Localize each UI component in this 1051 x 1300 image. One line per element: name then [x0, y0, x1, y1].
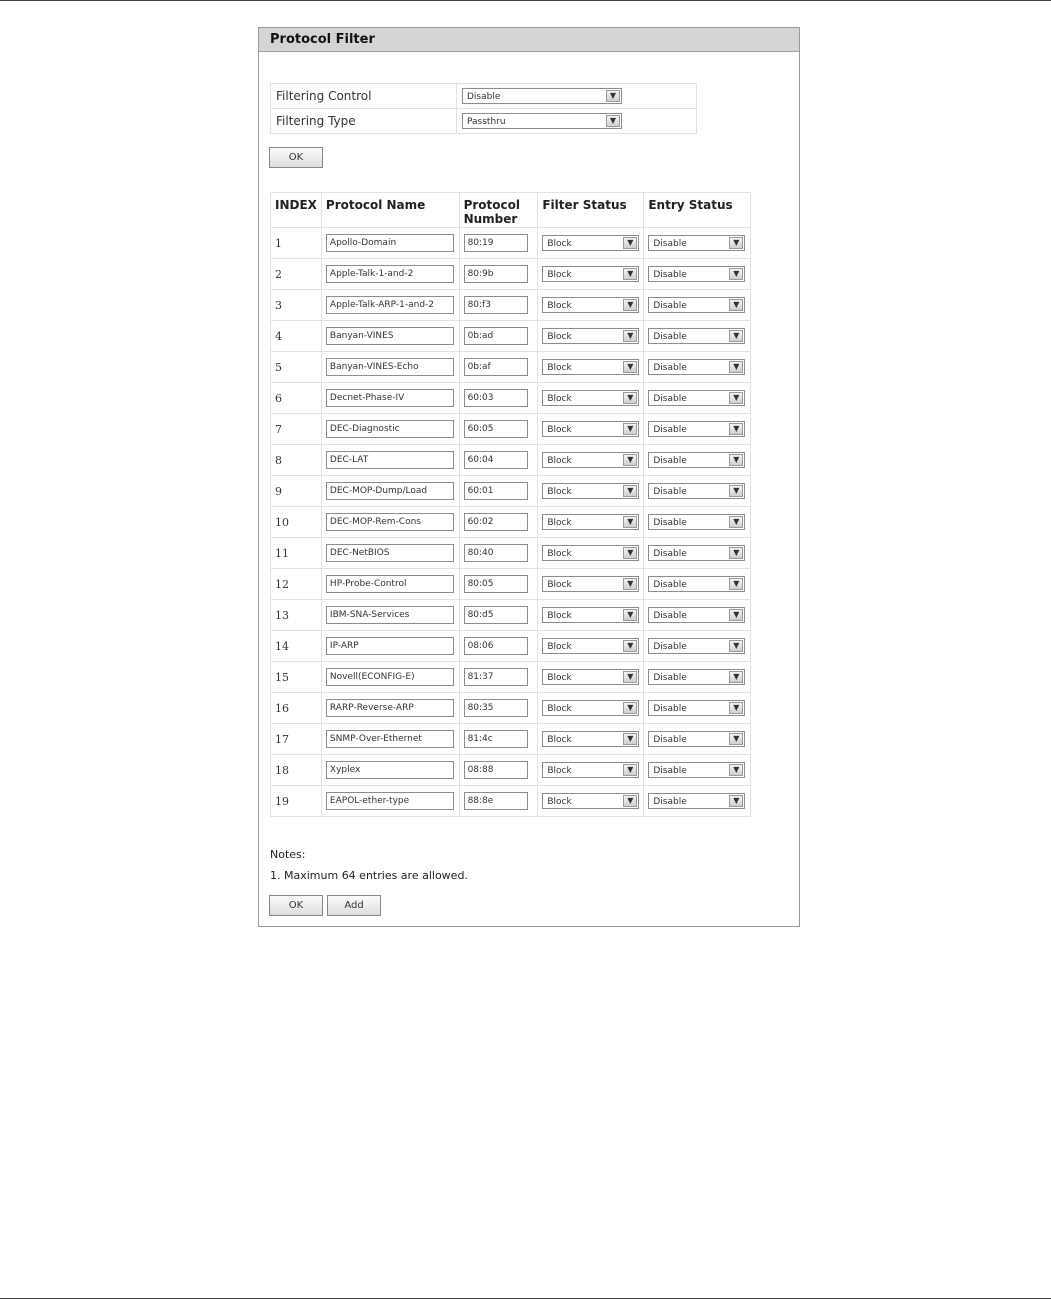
row-index: 3	[271, 290, 322, 321]
entry-status-value: Disable	[653, 611, 687, 621]
filter-status-value: Block	[547, 766, 572, 776]
protocol-name-input[interactable]: RARP-Reverse-ARP	[326, 699, 454, 717]
entry-status-select[interactable]	[648, 297, 745, 313]
entry-status-value: Disable	[653, 735, 687, 745]
table-row	[271, 228, 751, 259]
filter-status-value: Block	[547, 580, 572, 590]
table-row	[271, 755, 751, 786]
row-index: 5	[271, 352, 322, 383]
table-row	[271, 631, 751, 662]
table-row	[271, 445, 751, 476]
filter-status-value: Block	[547, 332, 572, 342]
notes-title: Notes:	[270, 848, 306, 861]
table-row	[271, 693, 751, 724]
protocol-name-input[interactable]: Novell(ECONFIG-E)	[326, 668, 454, 686]
panel-title: Protocol Filter	[259, 28, 799, 52]
chevron-down-icon: ▼	[623, 733, 637, 745]
filter-status-select[interactable]	[542, 483, 639, 499]
entry-status-value: Disable	[653, 766, 687, 776]
row-index: 2	[271, 259, 322, 290]
row-index: 4	[271, 321, 322, 352]
chevron-down-icon: ▼	[729, 299, 743, 311]
table-row	[271, 352, 751, 383]
protocol-name-input[interactable]: DEC-MOP-Dump/Load	[326, 482, 454, 500]
notes-line: 1. Maximum 64 entries are allowed.	[270, 869, 468, 882]
chevron-down-icon: ▼	[729, 392, 743, 404]
entry-status-select[interactable]	[648, 359, 745, 375]
filter-status-value: Block	[547, 394, 572, 404]
filter-status-select[interactable]	[542, 731, 639, 747]
protocol-name-input[interactable]: DEC-MOP-Rem-Cons	[326, 513, 454, 531]
chevron-down-icon: ▼	[623, 609, 637, 621]
filter-status-select[interactable]	[542, 607, 639, 623]
filtering-control-row	[271, 84, 697, 109]
protocol-number-input[interactable]: 08:88	[464, 761, 528, 779]
row-index: 8	[271, 445, 322, 476]
row-index: 10	[271, 507, 322, 538]
entry-status-select[interactable]	[648, 421, 745, 437]
filter-status-value: Block	[547, 239, 572, 249]
row-index: 17	[271, 724, 322, 755]
protocol-name-input[interactable]: IBM-SNA-Services	[326, 606, 454, 624]
bottom-divider	[0, 1298, 1051, 1299]
chevron-down-icon: ▼	[729, 795, 743, 807]
entry-status-value: Disable	[653, 673, 687, 683]
index-header: INDEX	[271, 193, 322, 228]
entry-status-select[interactable]	[648, 576, 745, 592]
chevron-down-icon: ▼	[606, 115, 620, 127]
protocol-number-input[interactable]: 80:05	[464, 575, 528, 593]
filter-status-value: Block	[547, 642, 572, 652]
table-row	[271, 538, 751, 569]
chevron-down-icon: ▼	[729, 237, 743, 249]
filter-status-select[interactable]	[542, 793, 639, 809]
entry-status-select[interactable]	[648, 514, 745, 530]
protocol-name-input[interactable]: EAPOL-ether-type	[326, 792, 454, 810]
filter-status-value: Block	[547, 456, 572, 466]
protocol-number-input[interactable]: 80:9b	[464, 265, 528, 283]
filtering-type-label: Filtering Type	[271, 109, 457, 134]
filter-status-value: Block	[547, 270, 572, 280]
filter-status-select[interactable]	[542, 328, 639, 344]
filter-status-value: Block	[547, 797, 572, 807]
protocol-number-input[interactable]: 0b:ad	[464, 327, 528, 345]
top-divider	[0, 0, 1051, 1]
protocol-number-input[interactable]: 80:40	[464, 544, 528, 562]
protocol-name-input[interactable]: DEC-Diagnostic	[326, 420, 454, 438]
entry-status-select[interactable]	[648, 700, 745, 716]
chevron-down-icon: ▼	[623, 237, 637, 249]
filter-status-select[interactable]	[542, 762, 639, 778]
entry-status-value: Disable	[653, 363, 687, 373]
chevron-down-icon: ▼	[623, 671, 637, 683]
entry-status-value: Disable	[653, 301, 687, 311]
entry-status-select[interactable]	[648, 452, 745, 468]
filter-status-value: Block	[547, 704, 572, 714]
filter-status-header: Filter Status	[538, 193, 644, 228]
entry-status-value: Disable	[653, 394, 687, 404]
filter-status-value: Block	[547, 487, 572, 497]
filtering-type-row	[271, 109, 697, 134]
filtering-control-value: Disable	[467, 92, 501, 102]
table-row	[271, 600, 751, 631]
filter-status-select[interactable]	[542, 297, 639, 313]
entry-status-select[interactable]	[648, 390, 745, 406]
table-row	[271, 507, 751, 538]
entry-status-value: Disable	[653, 239, 687, 249]
entry-status-value: Disable	[653, 487, 687, 497]
filter-status-value: Block	[547, 673, 572, 683]
filtering-type-select[interactable]	[462, 113, 622, 129]
add-button[interactable]: Add	[327, 895, 381, 916]
entry-status-value: Disable	[653, 518, 687, 528]
protocol-name-input[interactable]: IP-ARP	[326, 637, 454, 655]
entry-status-value: Disable	[653, 704, 687, 714]
protocol-name-input[interactable]: SNMP-Over-Ethernet	[326, 730, 454, 748]
notes-section	[270, 844, 468, 886]
protocol-number-input[interactable]: 88:8e	[464, 792, 528, 810]
chevron-down-icon: ▼	[729, 702, 743, 714]
filter-status-select[interactable]	[542, 266, 639, 282]
chevron-down-icon: ▼	[729, 423, 743, 435]
table-row	[271, 662, 751, 693]
filter-status-select[interactable]	[542, 700, 639, 716]
entry-status-select[interactable]	[648, 793, 745, 809]
row-index: 18	[271, 755, 322, 786]
filter-status-value: Block	[547, 735, 572, 745]
protocol-name-input[interactable]: Xyplex	[326, 761, 454, 779]
protocol-name-header: Protocol Name	[321, 193, 459, 228]
filter-status-value: Block	[547, 549, 572, 559]
filter-status-select[interactable]	[542, 669, 639, 685]
entry-status-header: Entry Status	[644, 193, 751, 228]
protocol-number-input[interactable]: 60:01	[464, 482, 528, 500]
protocol-number-input[interactable]: 60:04	[464, 451, 528, 469]
entry-status-value: Disable	[653, 797, 687, 807]
row-index: 7	[271, 414, 322, 445]
filter-status-select[interactable]	[542, 545, 639, 561]
chevron-down-icon: ▼	[623, 268, 637, 280]
settings-ok-button[interactable]: OK	[269, 147, 323, 168]
filter-status-select[interactable]	[542, 390, 639, 406]
row-index: 19	[271, 786, 322, 817]
protocol-name-input[interactable]: Apple-Talk-1-and-2	[326, 265, 454, 283]
chevron-down-icon: ▼	[729, 671, 743, 683]
row-index: 13	[271, 600, 322, 631]
chevron-down-icon: ▼	[623, 795, 637, 807]
table-row	[271, 569, 751, 600]
table-row	[271, 290, 751, 321]
entry-status-value: Disable	[653, 456, 687, 466]
row-index: 9	[271, 476, 322, 507]
entry-status-select[interactable]	[648, 266, 745, 282]
filter-status-select[interactable]	[542, 452, 639, 468]
entry-status-select[interactable]	[648, 607, 745, 623]
filter-status-select[interactable]	[542, 421, 639, 437]
chevron-down-icon: ▼	[623, 392, 637, 404]
chevron-down-icon: ▼	[729, 361, 743, 373]
chevron-down-icon: ▼	[623, 640, 637, 652]
row-index: 1	[271, 228, 322, 259]
chevron-down-icon: ▼	[729, 330, 743, 342]
filter-settings	[270, 83, 697, 134]
protocol-table	[270, 192, 751, 817]
filter-status-value: Block	[547, 363, 572, 373]
table-row	[271, 786, 751, 817]
chevron-down-icon: ▼	[623, 764, 637, 776]
filter-status-select[interactable]	[542, 514, 639, 530]
chevron-down-icon: ▼	[623, 454, 637, 466]
entry-status-value: Disable	[653, 642, 687, 652]
chevron-down-icon: ▼	[623, 485, 637, 497]
protocol-number-input[interactable]: 80:35	[464, 699, 528, 717]
filter-status-select[interactable]	[542, 359, 639, 375]
protocol-number-input[interactable]: 80:19	[464, 234, 528, 252]
protocol-number-input[interactable]: 80:d5	[464, 606, 528, 624]
protocol-name-input[interactable]: DEC-NetBIOS	[326, 544, 454, 562]
table-row	[271, 259, 751, 290]
protocol-name-input[interactable]: HP-Probe-Control	[326, 575, 454, 593]
protocol-number-input[interactable]: 80:f3	[464, 296, 528, 314]
chevron-down-icon: ▼	[729, 268, 743, 280]
protocol-name-input[interactable]: Decnet-Phase-IV	[326, 389, 454, 407]
protocol-number-input[interactable]: 60:03	[464, 389, 528, 407]
row-index: 6	[271, 383, 322, 414]
filtering-control-label: Filtering Control	[271, 84, 457, 109]
row-index: 16	[271, 693, 322, 724]
filter-status-value: Block	[547, 518, 572, 528]
protocol-name-input[interactable]: Apple-Talk-ARP-1-and-2	[326, 296, 454, 314]
protocol-table-body	[271, 228, 751, 817]
chevron-down-icon: ▼	[623, 547, 637, 559]
chevron-down-icon: ▼	[623, 330, 637, 342]
chevron-down-icon: ▼	[729, 733, 743, 745]
entry-status-select[interactable]	[648, 235, 745, 251]
protocol-number-input[interactable]: 08:06	[464, 637, 528, 655]
entry-status-select[interactable]	[648, 483, 745, 499]
filter-status-value: Block	[547, 611, 572, 621]
chevron-down-icon: ▼	[729, 516, 743, 528]
entry-status-select[interactable]	[648, 328, 745, 344]
table-row	[271, 476, 751, 507]
filter-status-select[interactable]	[542, 638, 639, 654]
protocol-filter-panel	[258, 27, 800, 927]
chevron-down-icon: ▼	[623, 516, 637, 528]
protocol-name-input[interactable]: Banyan-VINES-Echo	[326, 358, 454, 376]
filter-status-value: Block	[547, 425, 572, 435]
row-index: 11	[271, 538, 322, 569]
entry-status-select[interactable]	[648, 669, 745, 685]
chevron-down-icon: ▼	[729, 609, 743, 621]
protocol-number-input[interactable]: 60:05	[464, 420, 528, 438]
filtering-type-value: Passthru	[467, 117, 506, 127]
chevron-down-icon: ▼	[729, 485, 743, 497]
protocol-name-input[interactable]: Banyan-VINES	[326, 327, 454, 345]
chevron-down-icon: ▼	[729, 640, 743, 652]
entry-status-value: Disable	[653, 549, 687, 559]
chevron-down-icon: ▼	[729, 764, 743, 776]
entry-status-value: Disable	[653, 270, 687, 280]
filter-status-value: Block	[547, 301, 572, 311]
chevron-down-icon: ▼	[623, 578, 637, 590]
chevron-down-icon: ▼	[623, 361, 637, 373]
protocol-number-input[interactable]: 81:4c	[464, 730, 528, 748]
protocol-number-input[interactable]: 0b:af	[464, 358, 528, 376]
row-index: 12	[271, 569, 322, 600]
row-index: 14	[271, 631, 322, 662]
table-row	[271, 414, 751, 445]
chevron-down-icon: ▼	[623, 423, 637, 435]
filter-status-select[interactable]	[542, 576, 639, 592]
protocol-name-input[interactable]: Apollo-Domain	[326, 234, 454, 252]
entry-status-value: Disable	[653, 425, 687, 435]
chevron-down-icon: ▼	[623, 702, 637, 714]
entry-status-select[interactable]	[648, 638, 745, 654]
entry-status-value: Disable	[653, 332, 687, 342]
table-header-row	[271, 193, 751, 228]
entry-status-value: Disable	[653, 580, 687, 590]
protocol-number-header: Protocol Number	[459, 193, 538, 228]
protocol-number-input[interactable]: 81:37	[464, 668, 528, 686]
table-row	[271, 321, 751, 352]
entry-status-select[interactable]	[648, 762, 745, 778]
chevron-down-icon: ▼	[623, 299, 637, 311]
chevron-down-icon: ▼	[729, 547, 743, 559]
chevron-down-icon: ▼	[729, 578, 743, 590]
entry-status-select[interactable]	[648, 731, 745, 747]
row-index: 15	[271, 662, 322, 693]
ok-button[interactable]: OK	[269, 895, 323, 916]
filter-status-select[interactable]	[542, 235, 639, 251]
protocol-name-input[interactable]: DEC-LAT	[326, 451, 454, 469]
table-row	[271, 383, 751, 414]
chevron-down-icon: ▼	[729, 454, 743, 466]
protocol-number-input[interactable]: 60:02	[464, 513, 528, 531]
filtering-control-select[interactable]	[462, 88, 622, 104]
table-row	[271, 724, 751, 755]
entry-status-select[interactable]	[648, 545, 745, 561]
chevron-down-icon: ▼	[606, 90, 620, 102]
